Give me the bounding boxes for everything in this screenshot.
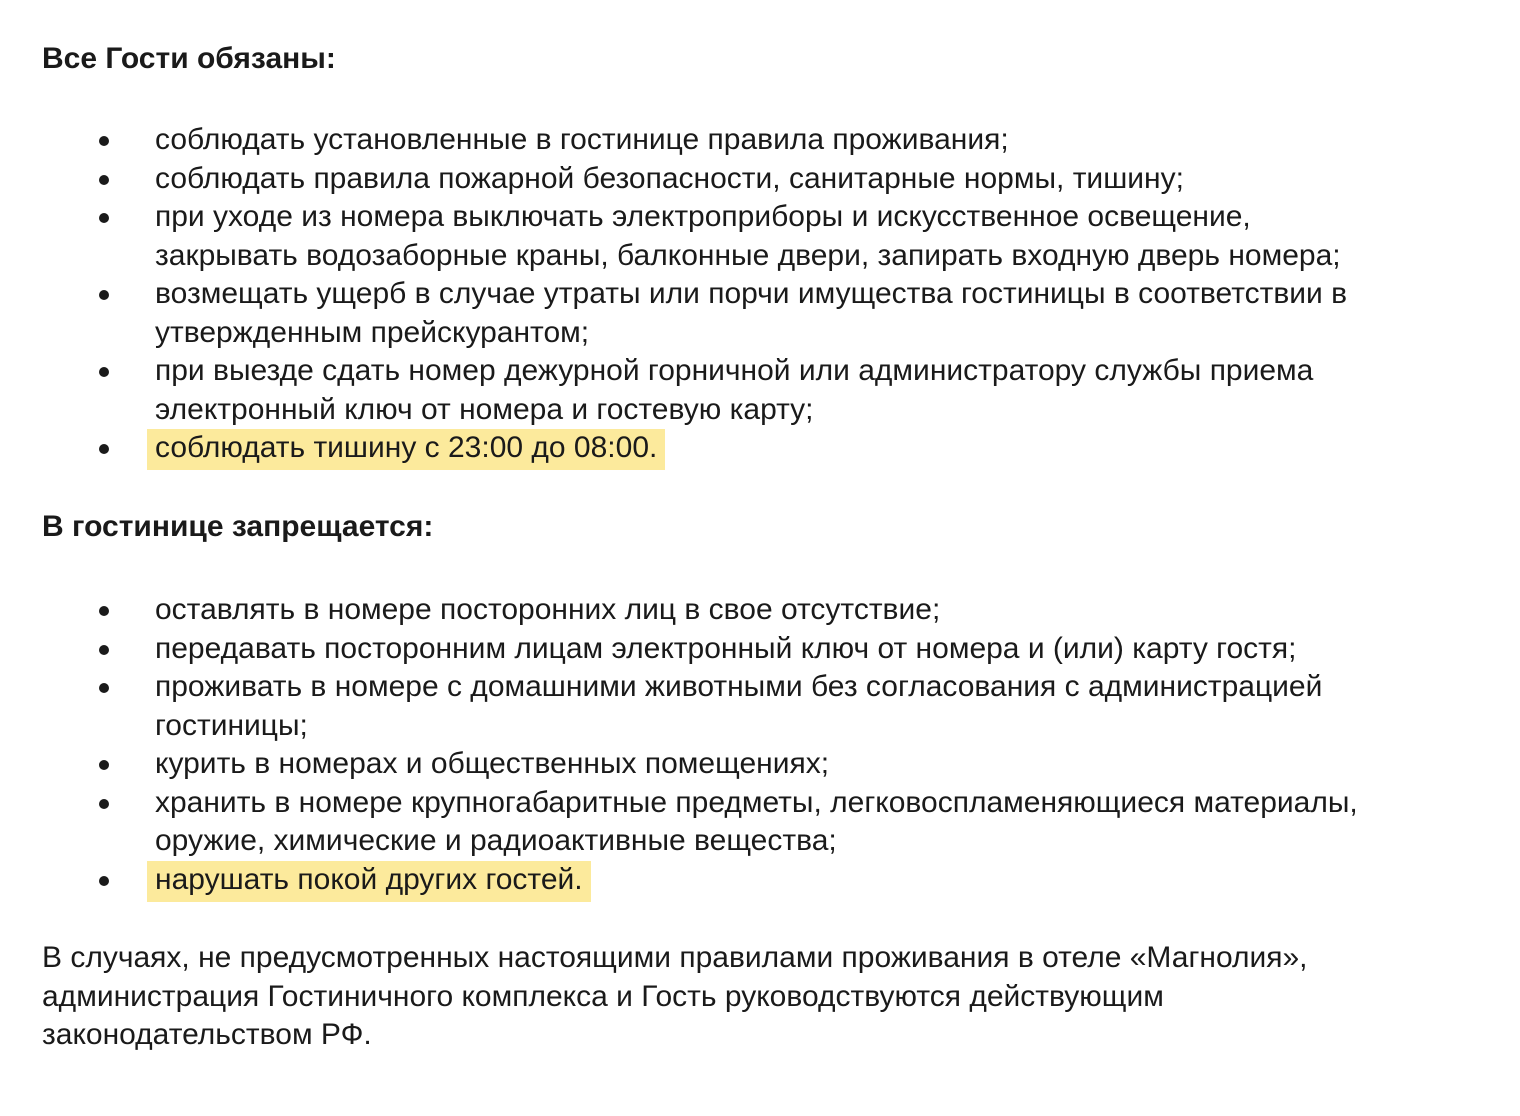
- section-heading-obligations: Все Гости обязаны:: [42, 42, 336, 75]
- list-item: [42, 198, 1347, 275]
- list-item: [42, 745, 1358, 784]
- list-item-text: утвержденным прейскурантом;: [155, 315, 590, 349]
- prohibitions-list: [42, 591, 1358, 899]
- bullet-icon: [99, 799, 109, 809]
- list-item-highlighted: [42, 429, 1347, 468]
- highlighted-text: нарушать покой других гостей.: [147, 861, 591, 902]
- list-item-text: гостиницы;: [155, 708, 308, 742]
- highlighted-text: соблюдать тишину с 23:00 до 08:00.: [147, 429, 665, 470]
- bullet-icon: [99, 760, 109, 770]
- list-item-text: соблюдать правила пожарной безопасности, санитарные нормы, тишину;: [155, 161, 1184, 195]
- list-item-text: курить в номерах и общественных помещениях;: [155, 747, 830, 780]
- bullet-icon: [99, 213, 109, 223]
- paragraph-line: администрация Гостиничного комплекса и Гость руководствуются действующим: [42, 979, 1164, 1013]
- closing-paragraph: [42, 939, 1308, 1055]
- list-item-text: оставлять в номере посторонних лиц в свое отсутствие;: [155, 593, 941, 626]
- list-item-highlighted: [42, 861, 1358, 900]
- bullet-icon: [99, 444, 109, 454]
- list-item: [42, 630, 1358, 669]
- list-item: [42, 160, 1347, 199]
- list-item: [42, 591, 1358, 630]
- list-item: [42, 668, 1358, 745]
- list-item-text: электронный ключ от номера и гостевую карту;: [155, 392, 814, 426]
- bullet-icon: [99, 876, 109, 886]
- bullet-icon: [99, 645, 109, 655]
- obligations-list: [42, 121, 1347, 468]
- list-item-text: при уходе из номера выключать электроприборы и искусственное освещение,: [155, 200, 1251, 233]
- list-item: [42, 275, 1347, 352]
- bullet-icon: [99, 683, 109, 693]
- list-item-text: возмещать ущерб в случае утраты или порчи имущества гостиницы в соответствии в: [155, 277, 1348, 310]
- list-item-text: соблюдать установленные в гостинице правила проживания;: [155, 123, 1009, 156]
- paragraph-line: В случаях, не предусмотренных настоящими правилами проживания в отеле «Магнолия»,: [42, 941, 1308, 974]
- list-item-text: проживать в номере с домашними животными без согласования с администрацией: [155, 670, 1323, 703]
- bullet-icon: [99, 175, 109, 185]
- bullet-icon: [99, 367, 109, 377]
- list-item-text: при выезде сдать номер дежурной горничной или администратору службы приема: [155, 354, 1314, 387]
- bullet-icon: [99, 606, 109, 616]
- list-item: [42, 121, 1347, 160]
- list-item-text: закрывать водозаборные краны, балконные двери, запирать входную дверь номера;: [155, 238, 1341, 272]
- section-heading-prohibitions: В гостинице запрещается:: [42, 510, 434, 543]
- list-item: [42, 784, 1358, 861]
- bullet-icon: [99, 136, 109, 146]
- list-item-text: передавать посторонним лицам электронный ключ от номера и (или) карту гостя;: [155, 631, 1297, 665]
- bullet-icon: [99, 290, 109, 300]
- paragraph-line: законодательством РФ.: [42, 1018, 372, 1051]
- list-item-text: оружие, химические и радиоактивные вещества;: [155, 824, 837, 857]
- list-item-text: хранить в номере крупногабаритные предметы, легковоспламеняющиеся материалы,: [155, 785, 1358, 819]
- list-item: [42, 352, 1347, 429]
